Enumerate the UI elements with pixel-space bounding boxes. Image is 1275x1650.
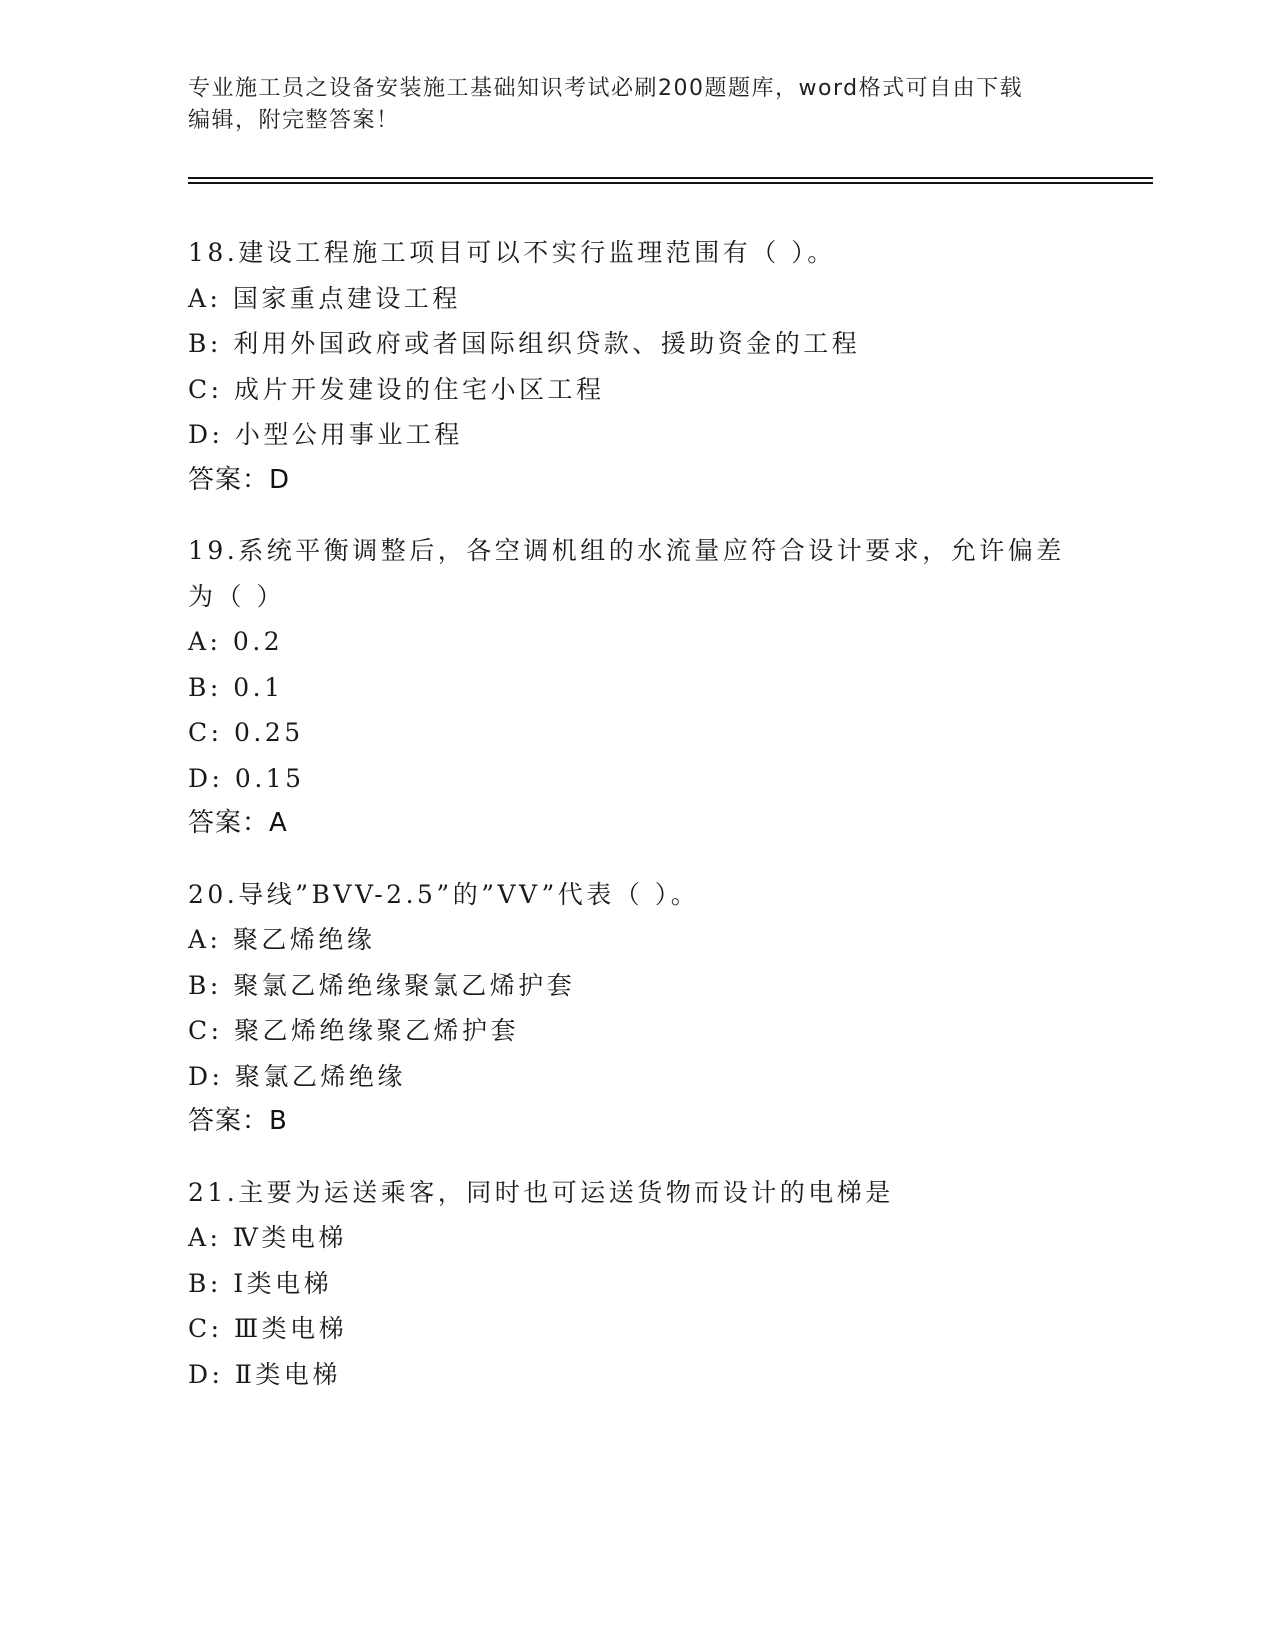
option-b: B: 0.1 [188,672,284,702]
question-stem: 18.建设工程施工项目可以不实行监理范围有（ ）。 [188,238,836,267]
option-c: C: Ⅲ类电梯 [188,1314,348,1343]
option-a: A: 国家重点建设工程 [188,283,461,313]
header-line-1: 专业施工员之设备安装施工基础知识考试必刷200题题库，word格式可自由下载 [188,76,1024,101]
option-b: B: 聚氯乙烯绝缘聚氯乙烯护套 [188,970,576,1000]
answer-label: 答案：D [188,464,291,495]
answer-label: 答案：A [188,808,288,838]
question-20 [188,872,1108,1145]
question-stem: 20.导线”BVV-2.5”的”VV”代表（ ）。 [188,879,700,909]
question-stem: 21.主要为运送乘客，同时也可运送货物而设计的电梯是 [188,1177,894,1207]
option-a: A: 聚乙烯绝缘 [188,925,376,954]
option-d: D: 聚氯乙烯绝缘 [188,1061,406,1091]
question-21 [188,1170,1108,1398]
option-a: A: 0.2 [188,627,284,656]
question-stem-line-2: 为（ ） [188,581,285,611]
answer-label: 答案：B [188,1106,288,1136]
option-d: D: 小型公用事业工程 [188,420,463,449]
question-18 [188,230,1108,503]
option-c: C: 聚乙烯绝缘聚乙烯护套 [188,1016,519,1045]
header-divider-bottom [188,182,1153,184]
option-d: D: Ⅱ类电梯 [188,1359,341,1389]
question-stem-line-1: 19.系统平衡调整后，各空调机组的水流量应符合设计要求，允许偏差 [188,536,1065,565]
option-b: B: Ⅰ类电梯 [188,1268,333,1298]
header-line-2: 编辑，附完整答案！ [188,108,400,133]
option-c: C: 0.25 [188,718,304,747]
header-divider-top [188,177,1153,179]
option-a: A: Ⅳ类电梯 [188,1223,347,1252]
option-c: C: 成片开发建设的住宅小区工程 [188,374,605,404]
option-d: D: 0.15 [188,763,305,793]
question-list [188,230,1108,1422]
option-b: B: 利用外国政府或者国际组织贷款、援助资金的工程 [188,329,861,358]
document-header [188,73,1088,137]
question-19 [188,528,1108,847]
